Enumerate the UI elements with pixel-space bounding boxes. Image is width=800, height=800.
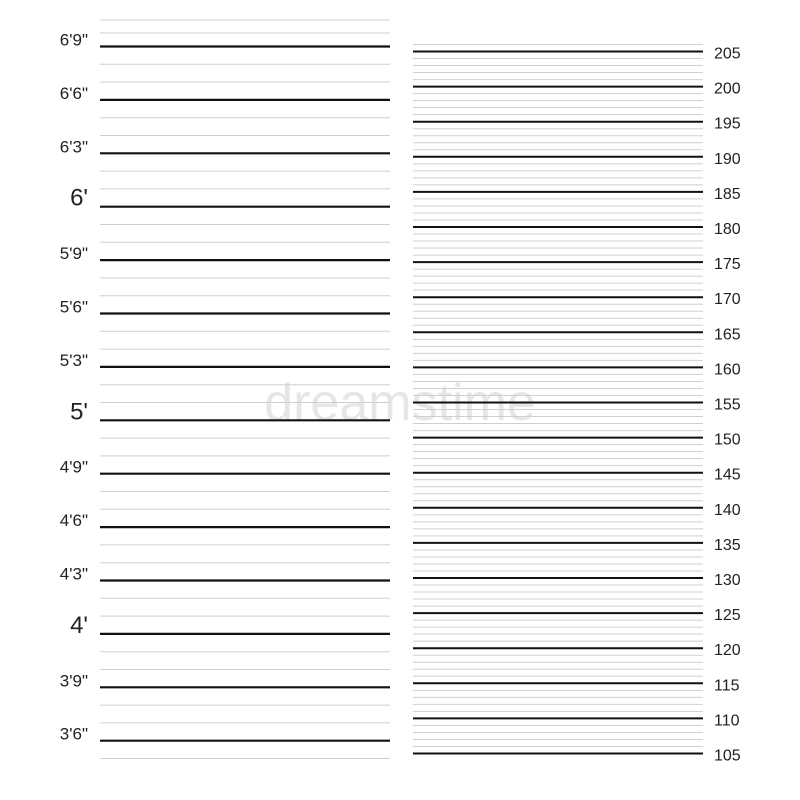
metric-label: 195: [714, 115, 741, 133]
metric-label: 120: [714, 642, 741, 660]
metric-label: 190: [714, 150, 741, 168]
metric-label: 165: [714, 326, 741, 344]
imperial-label: 6': [70, 184, 88, 212]
imperial-label: 6'9": [59, 30, 88, 50]
metric-label: 105: [714, 747, 741, 765]
metric-label: 135: [714, 536, 741, 554]
metric-label: 150: [714, 431, 741, 449]
metric-label: 145: [714, 466, 741, 484]
metric-label: 200: [714, 80, 741, 98]
metric-label: 205: [714, 45, 741, 63]
metric-label: 170: [714, 291, 741, 309]
metric-label: 160: [714, 361, 741, 379]
metric-label: 115: [714, 677, 740, 695]
metric-label: 125: [714, 607, 741, 625]
watermark: dreamstime: [264, 374, 536, 432]
imperial-label: 4': [70, 611, 88, 639]
imperial-label: 3'9": [59, 671, 88, 691]
imperial-label: 5': [70, 398, 88, 426]
imperial-label: 4'9": [59, 457, 88, 477]
metric-label: 110: [714, 712, 740, 730]
imperial-label: 6'3": [59, 137, 88, 157]
imperial-label: 5'3": [59, 350, 88, 370]
imperial-label: 4'3": [59, 564, 88, 584]
imperial-label: 4'6": [59, 511, 88, 531]
metric-label: 130: [714, 572, 741, 589]
imperial-label: 5'9": [59, 244, 88, 264]
imperial-label: 6'6": [59, 83, 88, 103]
metric-label: 140: [714, 501, 741, 519]
metric-label: 185: [714, 185, 741, 203]
metric-label: 180: [714, 221, 741, 238]
metric-label: 175: [714, 256, 741, 274]
metric-label: 155: [714, 396, 741, 414]
imperial-label: 5'6": [59, 297, 88, 317]
imperial-label: 3'6": [59, 724, 88, 744]
